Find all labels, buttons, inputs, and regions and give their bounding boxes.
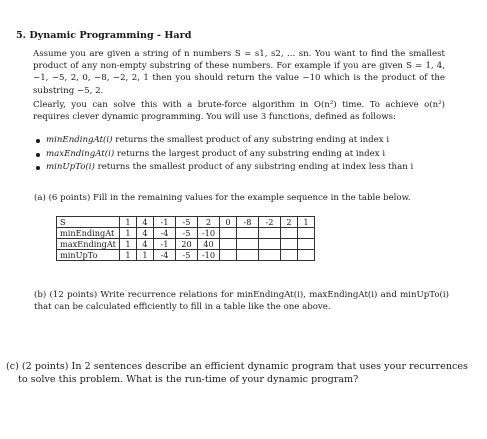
table-cell: 4 (136, 239, 153, 250)
table-cell: -2 (258, 217, 280, 228)
function-description: returns the largest product of any substring ending at index i (116, 148, 386, 159)
bullet-icon (36, 139, 40, 143)
function-item-min-up-to (33, 161, 453, 175)
part-b-question (34, 289, 449, 313)
table-cell: -8 (236, 217, 258, 228)
table-cell-empty (219, 250, 236, 261)
table-row-min-ending-at (57, 228, 315, 239)
table-cell-empty (236, 228, 258, 239)
intro-paragraph: Assume you are given a string of n numbers S = s1, s2, ... sn. You want to find the smallest product of any non-empty substring of these numbers. For example if you are given S = 1, 4, −1, −5, 2, 0, −8, −2, 2, 1 then you should return the value −10 which is the product of the substring −5, 2. (33, 49, 445, 96)
table-cell: -1 (153, 239, 175, 250)
part-c-question (6, 360, 468, 386)
table-cell-empty (258, 250, 280, 261)
table-cell-empty (280, 239, 297, 250)
function-item-max-ending-at (33, 148, 453, 162)
table-cell-empty (297, 228, 314, 239)
brute-force-paragraph: Clearly, you can solve this with a brute-force algorithm in O(n²) time. To achieve o(n²) requires clever dynamic programming. You will use 3 functions, defined as follows: (33, 100, 445, 123)
problem-title: Dynamic Programming - Hard (29, 30, 192, 41)
row-header: minEndingAt (57, 228, 120, 239)
table-cell: -4 (153, 250, 175, 261)
table-cell-empty (297, 250, 314, 261)
part-c-label: (c) (6, 361, 19, 372)
table-cell: 1 (119, 239, 136, 250)
table-cell-empty (236, 239, 258, 250)
bullet-icon (36, 153, 40, 157)
bullet-icon (36, 166, 40, 170)
table-cell-empty (236, 250, 258, 261)
table-cell: -10 (197, 228, 219, 239)
part-a-label: (a) (34, 193, 46, 203)
table-cell: 1 (119, 217, 136, 228)
table-cell: -4 (153, 228, 175, 239)
table-cell: 1 (119, 228, 136, 239)
table-cell: -5 (175, 250, 197, 261)
function-definitions-list (33, 134, 453, 175)
function-name: minEndingAt(i) (46, 135, 113, 145)
part-c-text-1: (2 points) In 2 sentences describe an efficient dynamic program that uses your recurrences (21, 361, 468, 372)
table-cell: 0 (219, 217, 236, 228)
table-cell-empty (219, 228, 236, 239)
table-cell: -10 (197, 250, 219, 261)
table-cell: -1 (153, 217, 175, 228)
function-description: returns the smallest product of any substring ending at index less than i (97, 162, 414, 173)
row-header: S (57, 217, 120, 228)
table-row-max-ending-at (57, 239, 315, 250)
function-name: minUpTo(i) (46, 162, 95, 173)
table-cell: 1 (136, 250, 153, 261)
table-cell: 1 (297, 217, 314, 228)
part-b-label: (b) (34, 290, 47, 300)
table-row-sequence (57, 217, 315, 228)
table-cell-empty (258, 228, 280, 239)
function-name: maxEndingAt(i) (46, 148, 115, 159)
table-cell: 4 (136, 228, 153, 239)
part-c-line-2: to solve this problem. What is the run-time of your dynamic program? (18, 374, 359, 386)
part-a-question (34, 193, 411, 203)
problem-number: 5. (16, 30, 27, 41)
table-cell: -5 (175, 228, 197, 239)
table-cell: 1 (119, 250, 136, 261)
table-cell: 2 (280, 217, 297, 228)
table-cell: 40 (197, 239, 219, 250)
table-cell: 2 (197, 217, 219, 228)
part-a-text: (6 points) Fill in the remaining values for the example sequence in the table below. (48, 193, 411, 203)
row-header: maxEndingAt (57, 239, 120, 250)
problem-heading (16, 30, 191, 41)
table-cell: 4 (136, 217, 153, 228)
table-cell-empty (297, 239, 314, 250)
table-cell-empty (258, 239, 280, 250)
part-c-line-1 (6, 360, 468, 373)
table-cell: 20 (175, 239, 197, 250)
part-b-text: (12 points) Write recurrence relations for minEndingAt(i), maxEndingAt(i) and minUpTo(i) that can be calculated efficiently to fill in a table like the one above. (34, 290, 449, 313)
table-row-min-up-to (57, 250, 315, 261)
function-description: returns the smallest product of any substring ending at index i (115, 135, 390, 145)
function-item-min-ending-at (33, 134, 453, 148)
table-cell-empty (280, 250, 297, 261)
table-cell: -5 (175, 217, 197, 228)
row-header: minUpTo (57, 250, 120, 261)
table-cell-empty (280, 228, 297, 239)
dp-table (56, 216, 315, 261)
table-cell-empty (219, 239, 236, 250)
